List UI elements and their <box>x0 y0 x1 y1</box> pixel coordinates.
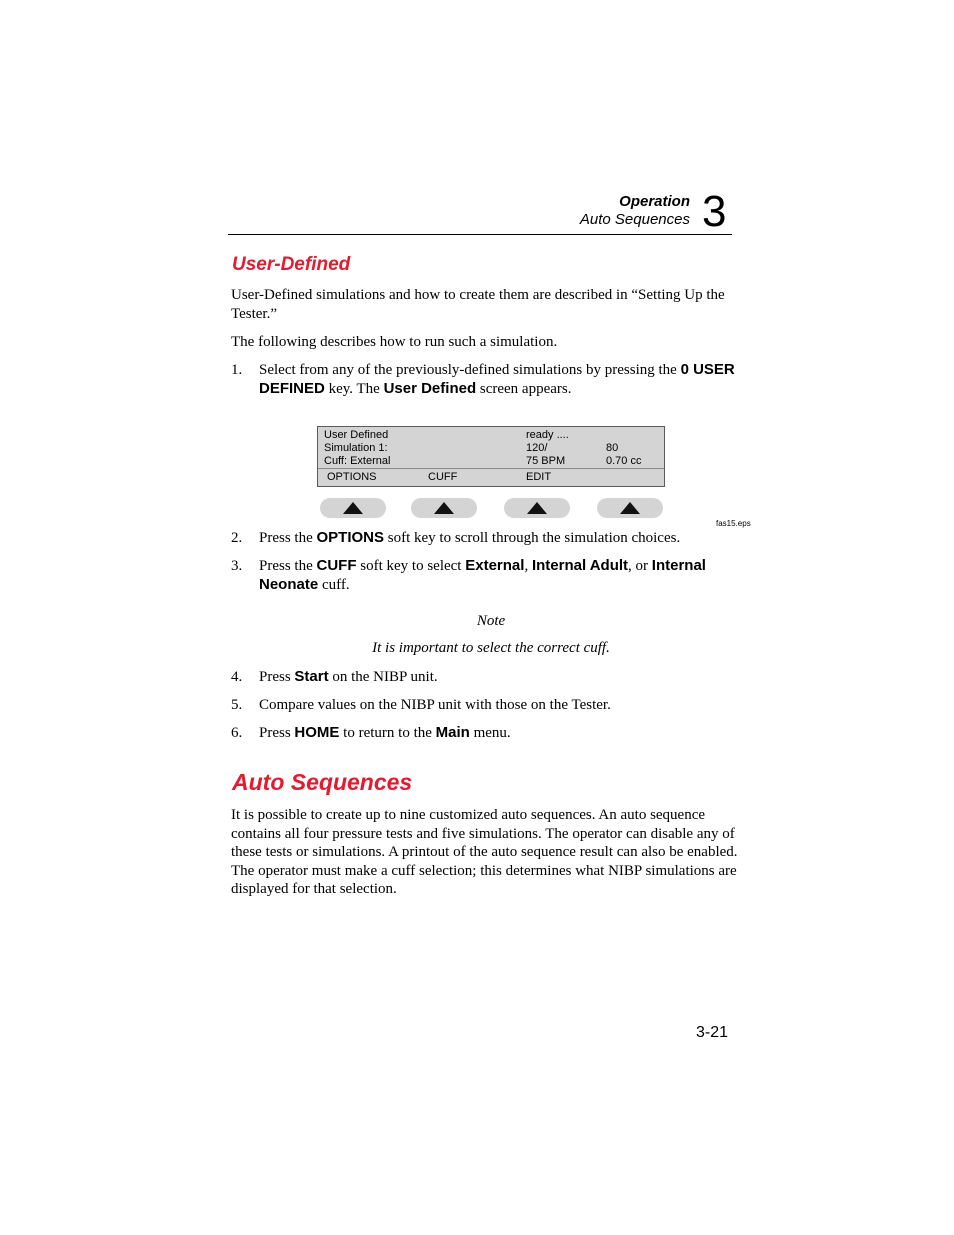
running-header-section: Operation <box>619 193 690 210</box>
section-heading-auto-sequences: Auto Sequences <box>232 769 413 795</box>
step-number: 1. <box>231 362 243 378</box>
step-6 <box>231 724 751 744</box>
step-text: Press HOME to return to the Main menu. <box>259 724 511 741</box>
key-name: 0 USER DEFINED <box>259 361 735 397</box>
lead-paragraph: The following describes how to run such a simulation. <box>231 334 558 350</box>
page-number: 3-21 <box>696 1024 729 1041</box>
step-number: 3. <box>231 558 243 574</box>
cuff-option: External <box>465 557 525 574</box>
cuff-option: Internal Neonate <box>259 557 706 593</box>
step-1 <box>231 361 751 401</box>
step-4 <box>231 668 751 688</box>
key-name: CUFF <box>316 557 357 574</box>
note-title: Note <box>476 613 506 629</box>
header-rule <box>228 234 732 235</box>
lcd-title: User Defined <box>324 429 389 441</box>
key-name: Start <box>294 668 329 685</box>
lcd-softkey-label-cuff: CUFF <box>428 471 458 483</box>
lcd-systolic: 120/ <box>526 442 548 454</box>
step-number: 2. <box>231 530 243 546</box>
lcd-screen <box>317 426 665 487</box>
chapter-number: 3 <box>702 187 727 236</box>
figure-id: fas15.eps <box>716 519 751 528</box>
softkey-cuff-button[interactable] <box>411 498 477 518</box>
intro-paragraph: User-Defined simulations and how to create them are described in “Setting Up the Tester.” <box>231 287 725 322</box>
step-number: 4. <box>231 669 243 685</box>
lcd-heart-rate: 75 BPM <box>526 455 566 467</box>
step-text: Select from any of the previously-defined simulations by pressing the 0 USER DEFINED key. The User Defined screen appears. <box>259 361 735 397</box>
step-3 <box>231 557 751 597</box>
up-triangle-icon <box>434 502 454 514</box>
running-header-subsection: Auto Sequences <box>579 211 690 228</box>
lcd-cuff-label: Cuff: External <box>324 455 391 467</box>
screen-name: User Defined <box>383 379 477 397</box>
lcd-volume: 0.70 cc <box>606 455 642 467</box>
key-name: HOME <box>294 724 340 741</box>
lcd-status: ready .... <box>526 429 569 441</box>
note-text: It is important to select the correct cuff. <box>372 640 610 656</box>
auto-sequences-paragraph: It is possible to create up to nine customized auto sequences. An auto sequence contains all four pressure tests and five simulations. The operator can disable any of these tests or simulations. A printout of the auto sequence result can also be enabled. The operator must make a cuff selection; this determines what NIBP simulations are displayed for that selection. <box>231 807 738 897</box>
step-text: Compare values on the NIBP unit with those on the Tester. <box>259 697 611 713</box>
lcd-softkey-label-options: OPTIONS <box>327 471 377 483</box>
up-triangle-icon <box>620 502 640 514</box>
step-text: Press the CUFF soft key to select External, Internal Adult, or Internal Neonate cuff. <box>259 557 706 593</box>
lcd-softkey-label-edit: EDIT <box>526 471 552 483</box>
softkey-edit-button[interactable] <box>504 498 570 518</box>
menu-name: Main <box>435 724 470 741</box>
cuff-option: Internal Adult <box>531 557 629 574</box>
lcd-divider <box>318 468 664 469</box>
up-triangle-icon <box>527 502 547 514</box>
section-heading-user-defined: User-Defined <box>232 254 351 275</box>
lcd-diastolic: 80 <box>606 442 619 454</box>
step-5 <box>231 696 751 716</box>
step-text: Press Start on the NIBP unit. <box>259 668 438 685</box>
softkey-4-button[interactable] <box>597 498 663 518</box>
softkey-options-button[interactable] <box>320 498 386 518</box>
up-triangle-icon <box>343 502 363 514</box>
step-2 <box>231 529 751 549</box>
key-name: OPTIONS <box>316 529 385 546</box>
step-text: Press the OPTIONS soft key to scroll through the simulation choices. <box>259 529 681 546</box>
step-number: 6. <box>231 725 243 741</box>
lcd-simulation-label: Simulation 1: <box>324 442 388 454</box>
step-number: 5. <box>231 697 243 713</box>
